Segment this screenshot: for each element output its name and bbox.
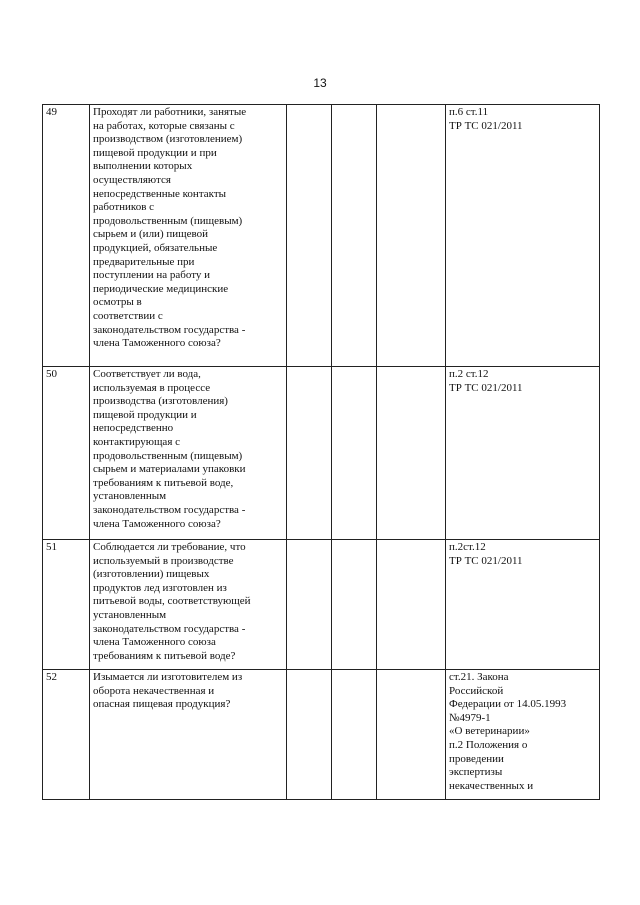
- reference-text: п.6 ст.11 ТР ТС 021/2011: [449, 106, 523, 132]
- question-cell: [90, 105, 287, 367]
- table-row: [43, 540, 600, 670]
- row-number: 50: [43, 367, 90, 540]
- question-cell: [90, 540, 287, 670]
- reference-text: ст.21. Закона Российской Федерации от 14.05.1993 №4979-1 «О ветеринарии» п.2 Положения о проведении экспертизы некачественных и: [449, 671, 567, 792]
- empty-cell: [377, 540, 446, 670]
- reference-text: п.2 ст.12 ТР ТС 021/2011: [449, 368, 523, 394]
- empty-cell: [287, 367, 332, 540]
- empty-cell: [377, 670, 446, 800]
- question-text: Соблюдается ли требование, что используемый в производстве (изготовлении) пищевых продуктов лед изготовлен из питьевой воды, соответствующей установленным законодательством государства - члена Таможенного союза требованиям к питьевой воде?: [93, 541, 251, 662]
- empty-cell: [377, 367, 446, 540]
- row-number: 49: [43, 105, 90, 367]
- empty-cell: [287, 105, 332, 367]
- empty-cell: [332, 367, 377, 540]
- empty-cell: [287, 540, 332, 670]
- checklist-table: [42, 104, 600, 800]
- question-text: Проходят ли работники, занятые на работах, которые связаны с производством (изготовлением) пищевой продукции и при выполнении которых осуществляются непосредственные контакты работников с продовольственным (пищевым) сырьем и (или) пищевой продукцией, обязательные предварительные при поступлении на работу и периодические медицинские осмотры в соответствии с законодательством государства - члена Таможенного союза?: [93, 106, 247, 350]
- question-cell: [90, 670, 287, 800]
- empty-cell: [287, 670, 332, 800]
- row-number: 52: [43, 670, 90, 800]
- page-number: 13: [313, 76, 327, 90]
- reference-cell: [446, 670, 600, 800]
- question-cell: [90, 367, 287, 540]
- empty-cell: [332, 105, 377, 367]
- reference-text: п.2ст.12 ТР ТС 021/2011: [449, 541, 523, 567]
- reference-cell: [446, 367, 600, 540]
- question-text: Изымается ли изготовителем из оборота некачественная и опасная пищевая продукция?: [93, 671, 243, 711]
- table-row: [43, 105, 600, 367]
- empty-cell: [332, 540, 377, 670]
- empty-cell: [332, 670, 377, 800]
- reference-cell: [446, 540, 600, 670]
- row-number: 51: [43, 540, 90, 670]
- question-text: Соответствует ли вода, используемая в процессе производства (изготовления) пищевой продукции и непосредственно контактирующая с продовольственным (пищевым) сырьем и материалами упаковки требованиям к питьевой воде, установленным законодательством государства - члена Таможенного союза?: [93, 368, 246, 530]
- table-row: [43, 670, 600, 800]
- reference-cell: [446, 105, 600, 367]
- table-row: [43, 367, 600, 540]
- empty-cell: [377, 105, 446, 367]
